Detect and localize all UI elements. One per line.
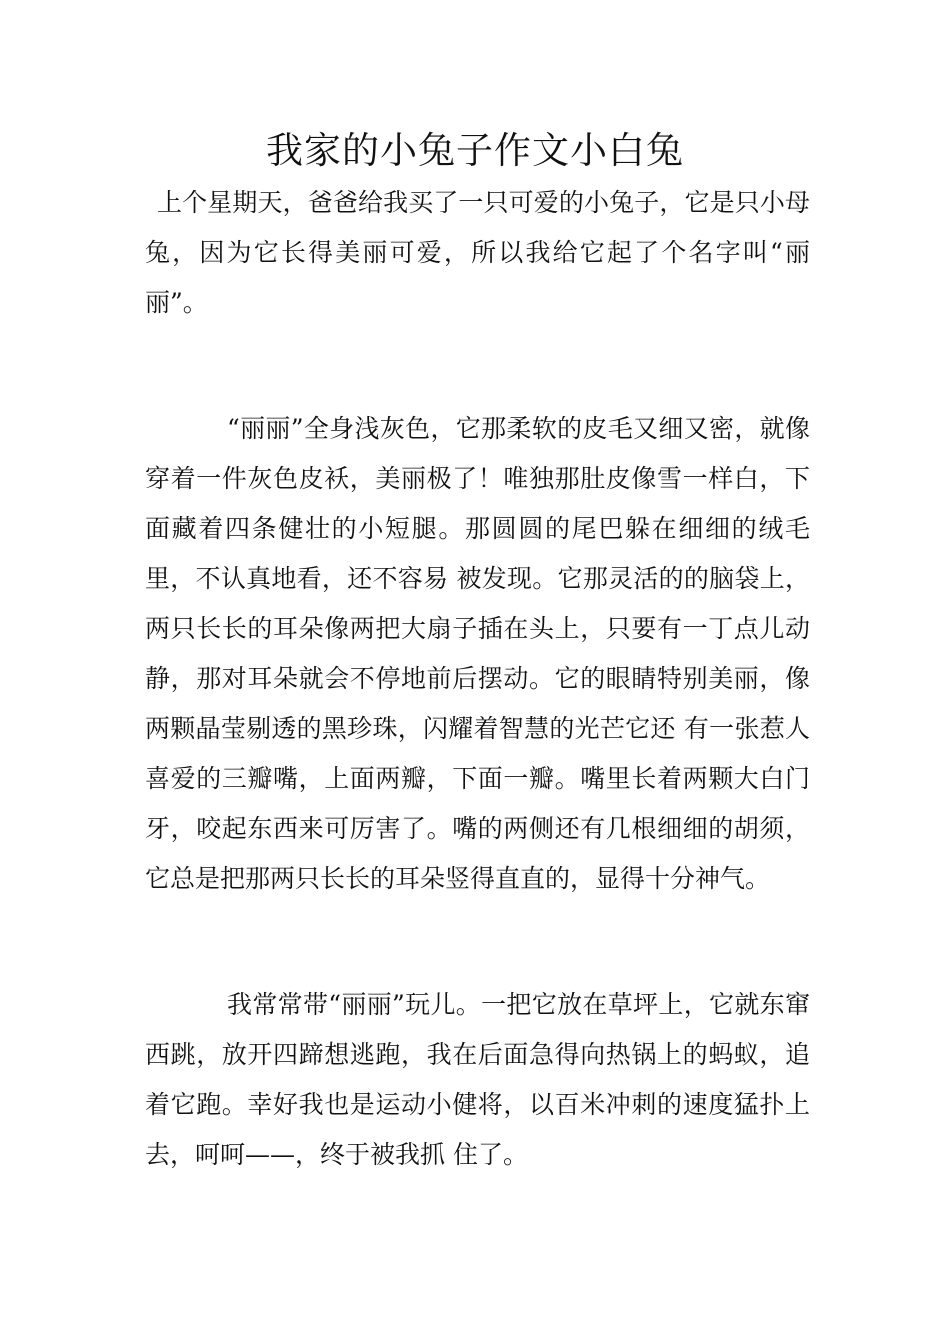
paragraph-2: “丽丽”全身浅灰色，它那柔软的皮毛又细又密，就像穿着一件灰色皮袄，美丽极了！唯独那肚皮像雪一样白，下面藏着四条健壮的小短腿。那圆圆的尾巴躲在细细的绒毛里，不认真地看，还不容易 被发现。它那灵活的的脑袋上，两只长长的耳朵像两把大扇子插在头上，只要有一丁点儿动静，那对耳朵就会不停地前后摆动。它的眼睛特别美丽，像两颗晶莹剔透的黑珍珠，闪耀着智慧的光芒它还 有一张惹人喜爱的三瓣嘴，上面两瓣，下面一瓣。嘴里长着两颗大白门牙，咬起东西来可厉害了。嘴的两侧还有几根细细的胡须，它总是把那两只长长的耳朵竖得直直的，显得十分神气。: [145, 414, 810, 893]
paragraph-1: 上个星期天，爸爸给我买了一只可爱的小兔子，它是只小母兔，因为它长得美丽可爱，所以我给它起了个名字叫“丽丽”。: [145, 188, 810, 317]
page-title: 我家的小兔子作文小白兔: [266, 129, 684, 172]
article-body: [145, 178, 810, 1180]
paragraph-3: 我常常带“丽丽”玩儿。一把它放在草坪上，它就东窜西跳，放开四蹄想逃跑，我在后面急得向热锅上的蚂蚁，追着它跑。幸好我也是运动小健将，以百米冲刺的速度猛扑上去，呵呵——，终于被我抓 住了。: [145, 990, 810, 1169]
